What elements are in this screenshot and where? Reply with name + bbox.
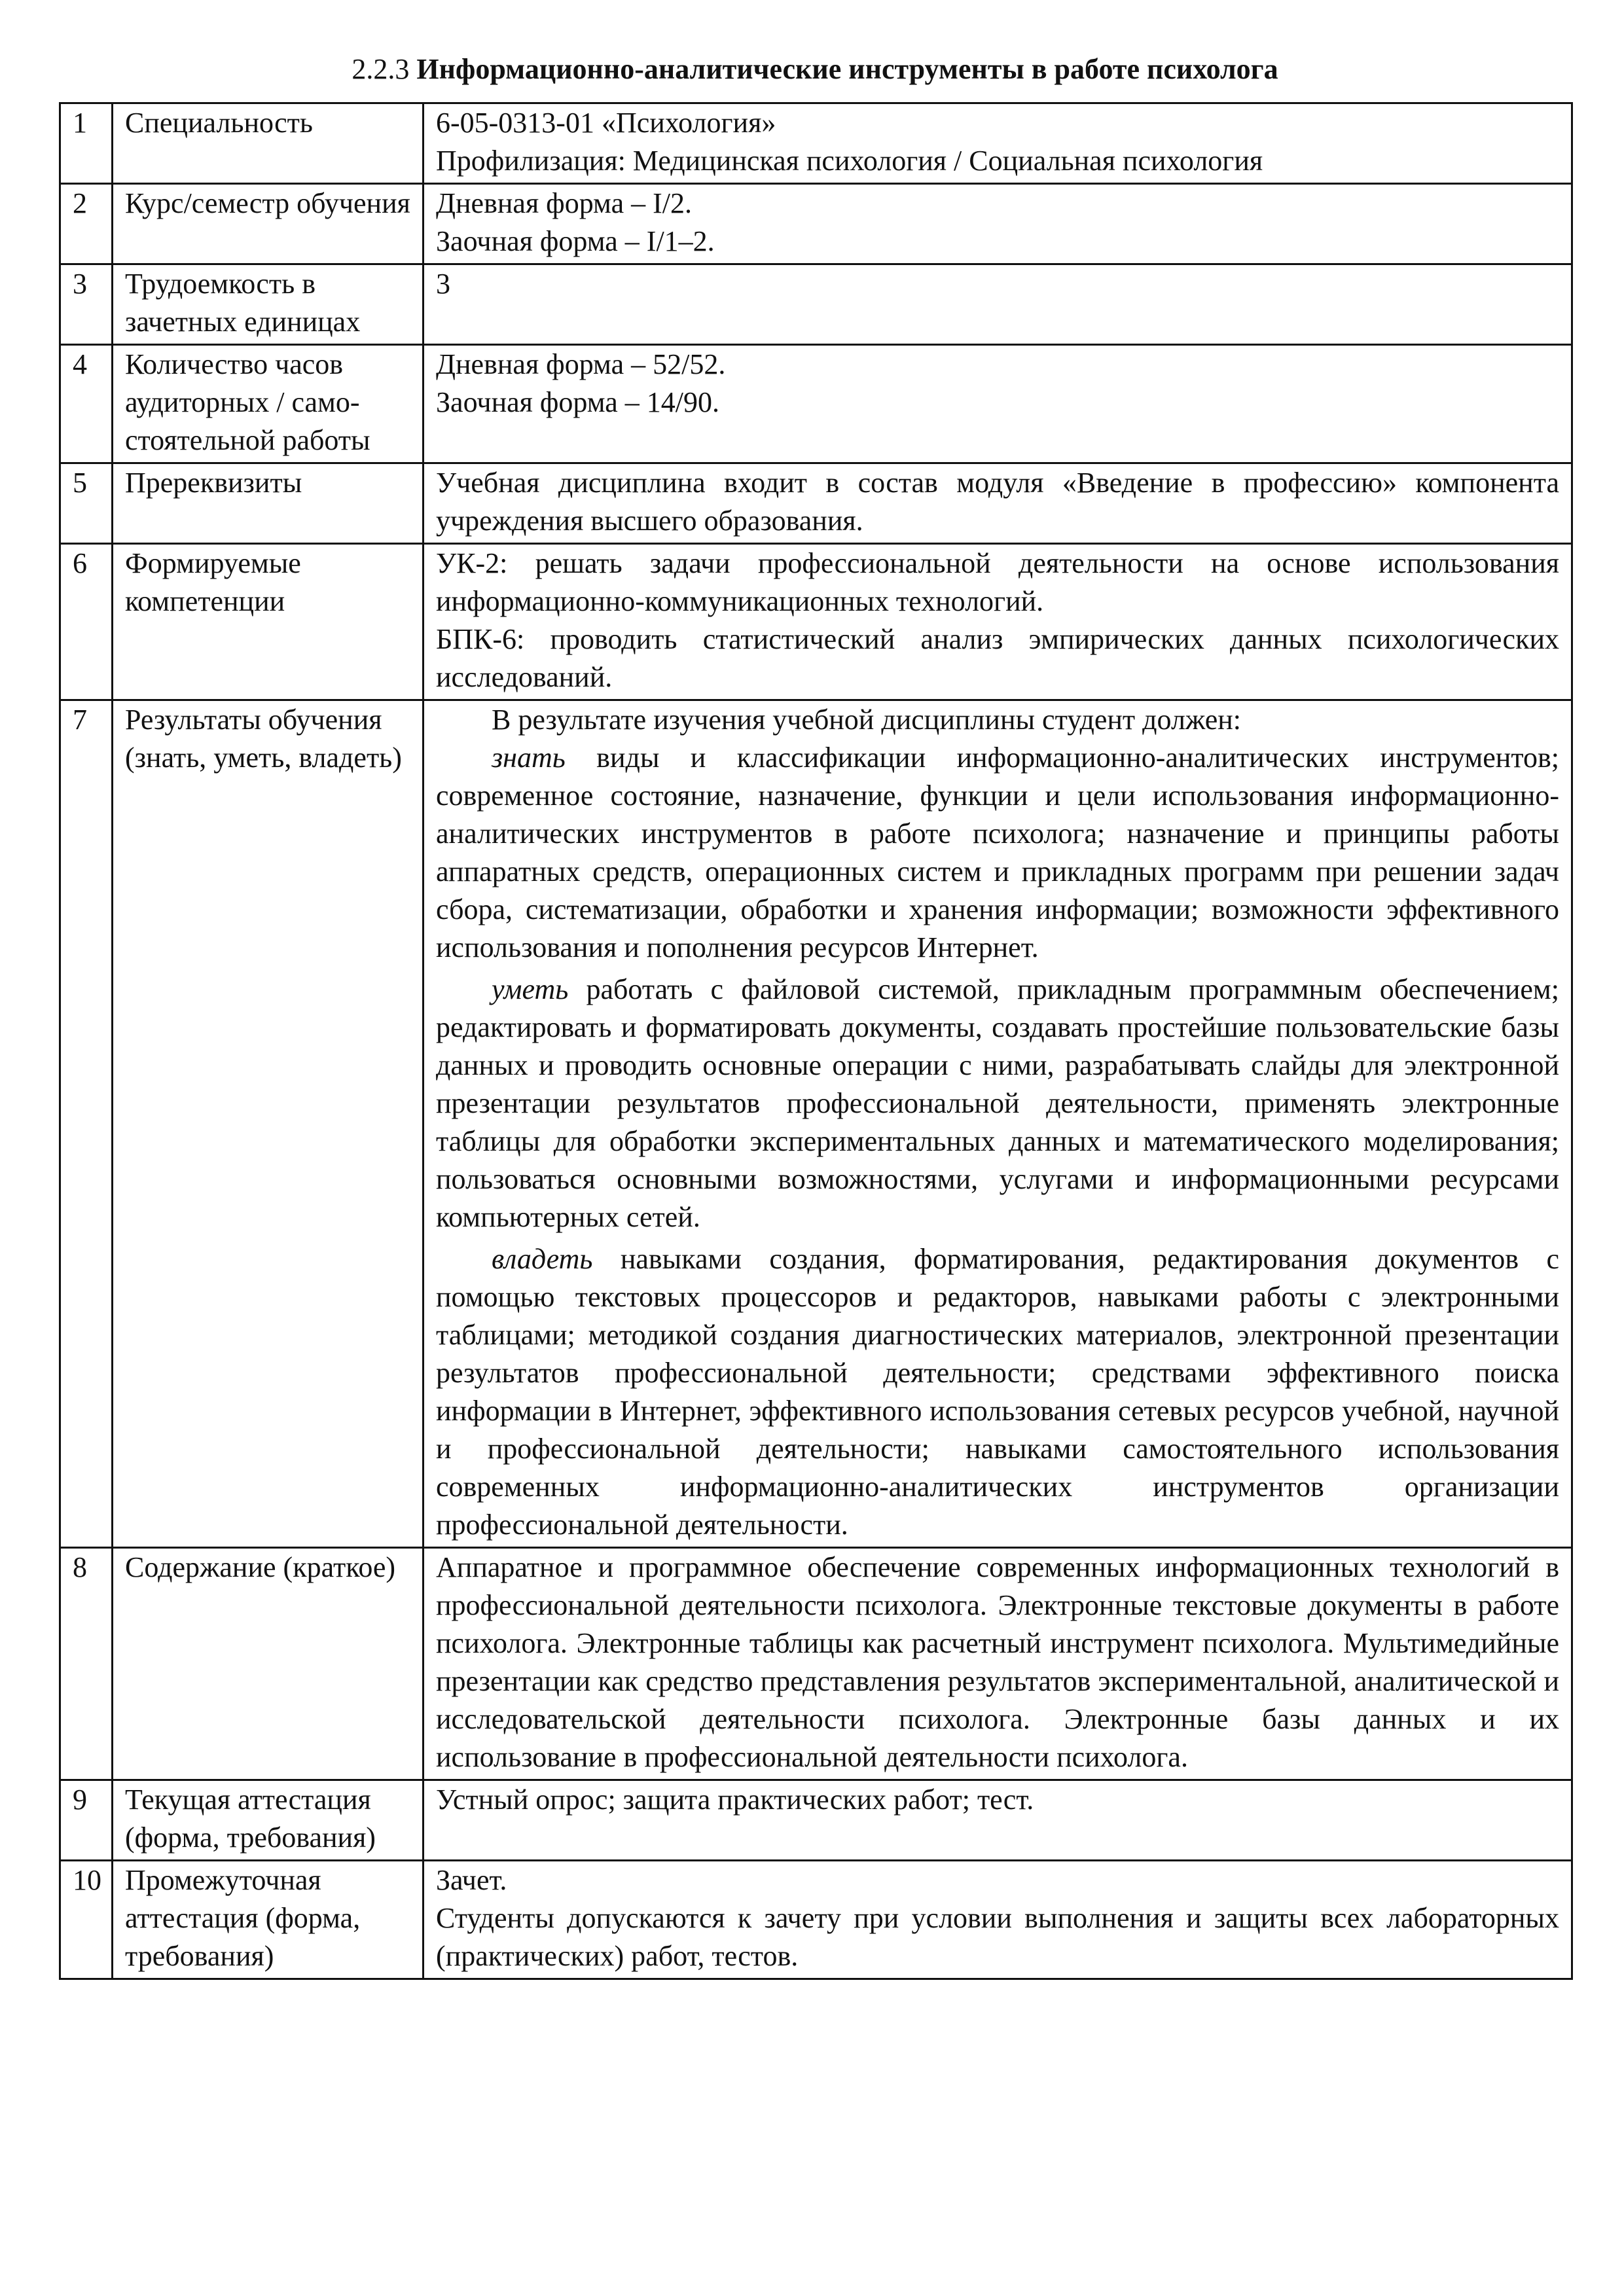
row-number: 2 xyxy=(60,184,113,264)
row-number: 8 xyxy=(60,1548,113,1780)
learning-outcomes-intro: В результате изучения учебной дисциплины студент должен: xyxy=(492,704,1242,736)
competence-bpk6: БПК-6: проводить статистический анализ эмпирических данных психологических исследований. xyxy=(436,623,1559,693)
table-row xyxy=(60,345,1572,463)
value-line: Заочная форма – I/1–2. xyxy=(436,225,715,257)
value-line: Заочная форма – 14/90. xyxy=(436,386,720,418)
table-row xyxy=(60,700,1572,1548)
row-label: Количество часов аудиторных / само-стоятельной работы xyxy=(113,345,424,463)
table-row xyxy=(60,1861,1572,1979)
keyword-can: уметь xyxy=(492,973,569,1005)
table-row xyxy=(60,463,1572,544)
row-label: Содержание (краткое) xyxy=(113,1548,424,1780)
value-line: Устный опрос; защита практических работ; тест. xyxy=(436,1784,1034,1816)
row-number: 10 xyxy=(60,1861,113,1979)
row-label: Трудоемкость в зачетных единицах xyxy=(113,264,424,345)
row-label: Пререквизиты xyxy=(113,463,424,544)
learning-outcome-own xyxy=(436,1240,1559,1544)
row-number: 9 xyxy=(60,1780,113,1861)
document-page xyxy=(59,51,1571,1980)
row-label: Формируемые компетенции xyxy=(113,544,424,700)
table-row xyxy=(60,184,1572,264)
document-title xyxy=(59,51,1571,88)
can-text: работать с файловой системой, прикладным программным обеспечением; редактировать и форматировать документы, создавать простейшие пользовательские базы данных и проводить основные операции с ними, разрабатывать слайды для электронной презентации результатов профессиональной деятельности, применять электронные таблицы для обработки экспериментальных данных и математического моделирования; пользоваться основными возможностями, услугами и информационными ресурсами компьютерных сетей. xyxy=(436,973,1559,1233)
row-value xyxy=(424,463,1572,544)
value-line: Дневная форма – I/2. xyxy=(436,187,692,219)
know-text: виды и классификации информационно-аналитических инструментов; современное состояние, назначение, функции и цели использования информационно-аналитических инструментов в работе психолога; назначение и принципы работы аппаратных средств, операционных систем и прикладных программ при решении задач сбора, систематизации, обработки и хранения информации; возможности эффективного использования и пополнения ресурсов Интернет. xyxy=(436,742,1559,963)
row-value xyxy=(424,544,1572,700)
value-line: 6-05-0313-01 «Психология» xyxy=(436,107,776,139)
row-number: 6 xyxy=(60,544,113,700)
value-paragraph: Студенты допускаются к зачету при условии выполнения и защиты всех лабораторных (практических) работ, тестов. xyxy=(436,1902,1559,1972)
row-number: 1 xyxy=(60,103,113,184)
row-value xyxy=(424,103,1572,184)
row-number: 3 xyxy=(60,264,113,345)
table-row xyxy=(60,103,1572,184)
keyword-know: знать xyxy=(492,742,566,774)
value-line: 3 xyxy=(436,268,450,300)
value-paragraph: Аппаратное и программное обеспечение современных информационных технологий в профессиональной деятельности психолога. Электронные текстовые документы в работе психолога. Электронные таблицы как расчетный инструмент психолога. Мультимедийные презентации как средство представления результатов экспериментальной, аналитической и исследовательской деятельности психолога. Электронные базы данных и их использование в профессиональной деятельности психолога. xyxy=(436,1551,1559,1773)
table-row xyxy=(60,264,1572,345)
row-value xyxy=(424,700,1572,1548)
table-row xyxy=(60,1548,1572,1780)
row-value xyxy=(424,345,1572,463)
value-line: Зачет. xyxy=(436,1864,507,1896)
section-title: Информационно-аналитические инструменты в работе психолога xyxy=(416,53,1278,85)
row-value xyxy=(424,184,1572,264)
row-label: Специальность xyxy=(113,103,424,184)
value-line: Дневная форма – 52/52. xyxy=(436,348,726,380)
row-label: Промежуточная аттестация (форма, требования) xyxy=(113,1861,424,1979)
row-number: 4 xyxy=(60,345,113,463)
value-paragraph: Учебная дисциплина входит в состав модуля «Введение в профессию» компонента учреждения высшего образования. xyxy=(436,467,1559,537)
competence-uk2: УК-2: решать задачи профессиональной деятельности на основе использования информационно-коммуникационных технологий. xyxy=(436,547,1559,617)
row-value xyxy=(424,1548,1572,1780)
value-line: Профилизация: Медицинская психология / Социальная психология xyxy=(436,145,1263,177)
row-label: Результаты обучения (знать, уметь, владеть) xyxy=(113,700,424,1548)
table-row xyxy=(60,1780,1572,1861)
row-number: 5 xyxy=(60,463,113,544)
own-text: навыками создания, форматирования, редактирования документов с помощью текстовых процессоров и редакторов, навыками работы с электронными таблицами; методикой создания диагностических материалов, электронной презентации результатов профессиональной деятельности; средствами эффективного поиска информации в Интернет, эффективного использования сетевых ресурсов учебной, научной и профессиональной деятельности; навыками самостоятельного использования современных информационно-аналитических инструментов организации профессиональной деятельности. xyxy=(436,1243,1559,1541)
keyword-own: владеть xyxy=(492,1243,593,1275)
learning-outcome-can xyxy=(436,971,1559,1236)
row-label: Курс/семестр обучения xyxy=(113,184,424,264)
row-value xyxy=(424,264,1572,345)
table-row xyxy=(60,544,1572,700)
discipline-table xyxy=(59,102,1573,1980)
learning-outcome-know xyxy=(436,739,1559,967)
row-label: Текущая аттестация (форма, требования) xyxy=(113,1780,424,1861)
row-value xyxy=(424,1780,1572,1861)
row-value xyxy=(424,1861,1572,1979)
section-number: 2.2.3 xyxy=(352,53,410,85)
row-number: 7 xyxy=(60,700,113,1548)
